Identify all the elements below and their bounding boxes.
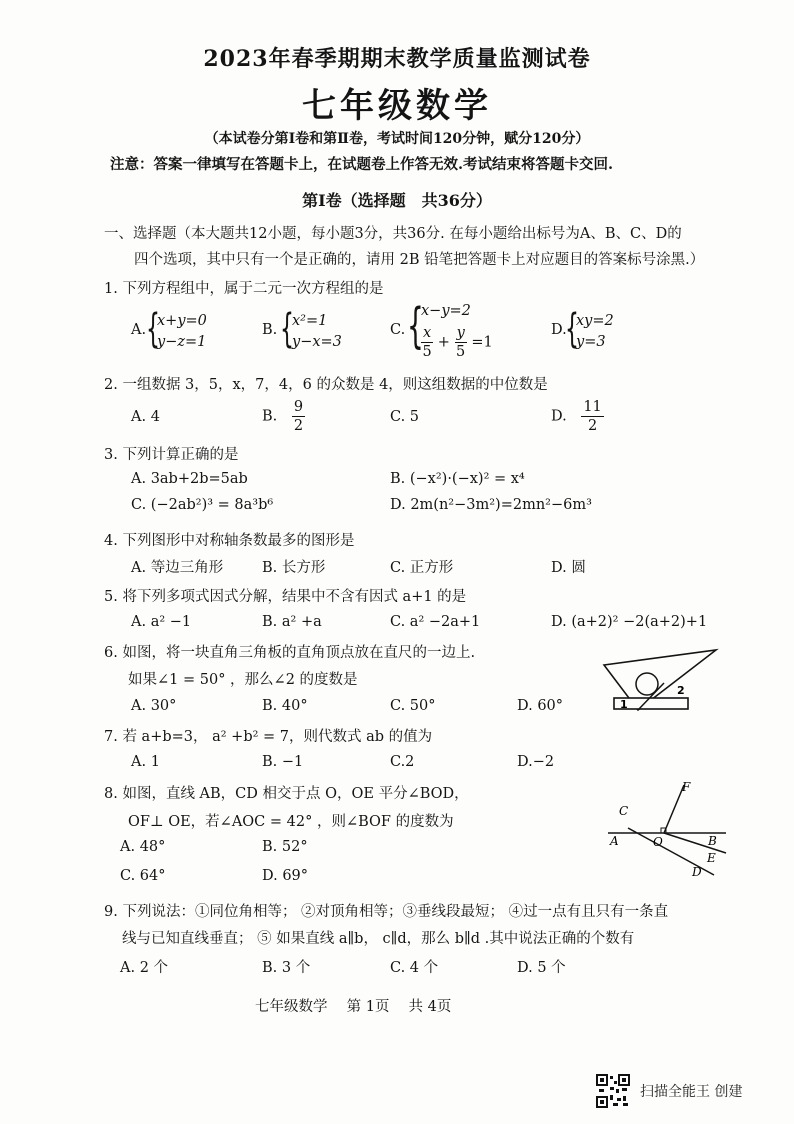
q4-stem: 4. 下列图形中对称轴条数最多的图形是 xyxy=(104,533,355,549)
exam-info: （本试卷分第Ⅰ卷和第Ⅱ卷，考试时间120分钟，赋分120分） xyxy=(204,131,590,147)
label-f: F xyxy=(682,780,691,794)
label-b: B xyxy=(708,834,717,848)
q6-option-c: C. 50° xyxy=(390,698,436,714)
q8-option-b: B. 52° xyxy=(262,839,308,855)
q6-stem-line2: 如果∠1 = 50° ，那么∠2 的度数是 xyxy=(128,672,358,688)
q6-stem: 6. 如图，将一块直角三角板的直角顶点放在直尺的一边上. xyxy=(104,645,476,661)
scanner-watermark: 扫描全能王 创建 xyxy=(640,1084,743,1100)
q7-option-a: A. 1 xyxy=(131,754,160,770)
ray-of xyxy=(664,785,684,833)
exam-notice: 注意：答案一律填写在答题卡上，在试题卷上作答无效.考试结束将答题卡交回. xyxy=(110,156,614,173)
q9-option-b: B. 3 个 xyxy=(262,960,311,976)
q3-stem: 3. 下列计算正确的是 xyxy=(104,447,239,463)
q5-option-d: D. (a+2)² −2(a+2)+1 xyxy=(551,614,708,630)
q9-option-d: D. 5 个 xyxy=(517,960,566,976)
q8-option-d: D. 69° xyxy=(262,868,309,884)
part1-heading: 第Ⅰ卷（选择题 共36分） xyxy=(302,191,492,210)
q2-option-b: B. $\frac{9}{2}$ xyxy=(262,399,304,434)
subject-title: 七年级数学 xyxy=(302,86,492,126)
q7-option-c: C.2 xyxy=(390,754,415,770)
angle-2-label: 2 xyxy=(677,684,685,697)
q5-stem: 5. 将下列多项式因式分解，结果中不含有因式 a+1 的是 xyxy=(104,589,467,605)
q7-stem: 7. 若 a+b=3， a² +b² = 7，则代数式 ab 的值为 xyxy=(104,729,433,745)
q2-option-d: D. $\frac{11}{2}$ xyxy=(551,399,602,434)
section-instructions-line2: 四个选项，其中只有一个是正确的，请用 2B 铅笔把答题卡上对应题目的答案标号涂黑.） xyxy=(134,252,705,268)
q7-option-d: D.−2 xyxy=(517,754,555,770)
q1-stem: 1. 下列方程组中，属于二元一次方程组的是 xyxy=(104,281,384,297)
q5-option-c: C. a² −2a+1 xyxy=(390,614,481,630)
q9-stem: 9. 下列说法：①同位角相等； ②对顶角相等；③垂线段最短； ④过一点有且只有一条直 xyxy=(104,904,669,920)
q6-option-a: A. 30° xyxy=(131,698,177,714)
q2-option-a: A. 4 xyxy=(131,409,160,425)
q8-stem-line2: OF⊥ OE，若∠AOC = 42° ，则∠BOF 的度数为 xyxy=(128,814,454,830)
angle-1-label: 1 xyxy=(620,698,628,711)
q8-option-a: A. 48° xyxy=(120,839,166,855)
q4-option-c: C. 正方形 xyxy=(390,560,454,576)
q8-stem: 8. 如图，直线 AB，CD 相交于点 O，OE 平分∠BOD， xyxy=(104,786,469,802)
label-e: E xyxy=(707,851,716,865)
q5-option-b: B. a² +a xyxy=(262,614,322,630)
label-o: O xyxy=(653,835,663,849)
q8-intersecting-lines-figure xyxy=(606,775,730,885)
q9-option-a: A. 2 个 xyxy=(120,960,169,976)
label-d: D xyxy=(692,865,702,879)
exam-title: 2023年春季期期末教学质量监测试卷 xyxy=(203,46,591,72)
q8-option-c: C. 64° xyxy=(120,868,166,884)
q2-stem: 2. 一组数据 3，5，x，7，4，6 的众数是 4，则这组数据的中位数是 xyxy=(104,377,548,393)
section-instructions-line1: 一、选择题（本大题共12小题，每小题3分，共36分. 在每小题给出标号为A、B、C、D的 xyxy=(104,226,682,242)
q3-option-c: C. (−2ab²)³ = 8a³b⁶ xyxy=(131,497,274,513)
qr-code-icon xyxy=(596,1074,630,1108)
q6-ruler-triangle-figure xyxy=(598,645,724,715)
q3-option-a: A. 3ab+2b=5ab xyxy=(131,471,248,487)
q6-option-d: D. 60° xyxy=(517,698,564,714)
q4-option-d: D. 圆 xyxy=(551,560,586,576)
q4-option-a: A. 等边三角形 xyxy=(131,560,224,576)
q9-option-c: C. 4 个 xyxy=(390,960,439,976)
q2-option-c: C. 5 xyxy=(390,409,420,425)
q3-option-b: B. (−x²)·(−x)² = x⁴ xyxy=(390,471,525,487)
q3-option-d: D. 2m(n²−3m²)=2mn²−6m³ xyxy=(390,497,592,513)
label-c: C xyxy=(619,804,629,818)
q7-option-b: B. −1 xyxy=(262,754,304,770)
q6-option-b: B. 40° xyxy=(262,698,308,714)
q5-option-a: A. a² −1 xyxy=(131,614,192,630)
q4-option-b: B. 长方形 xyxy=(262,560,326,576)
q9-stem-line2: 线与已知直线垂直； ⑤ 如果直线 a∥b， c∥d，那么 b∥d .其中说法正确的个数有 xyxy=(122,931,635,947)
page-footer: 七年级数学 第 1页 共 4页 xyxy=(255,999,452,1015)
label-a: A xyxy=(610,834,619,848)
